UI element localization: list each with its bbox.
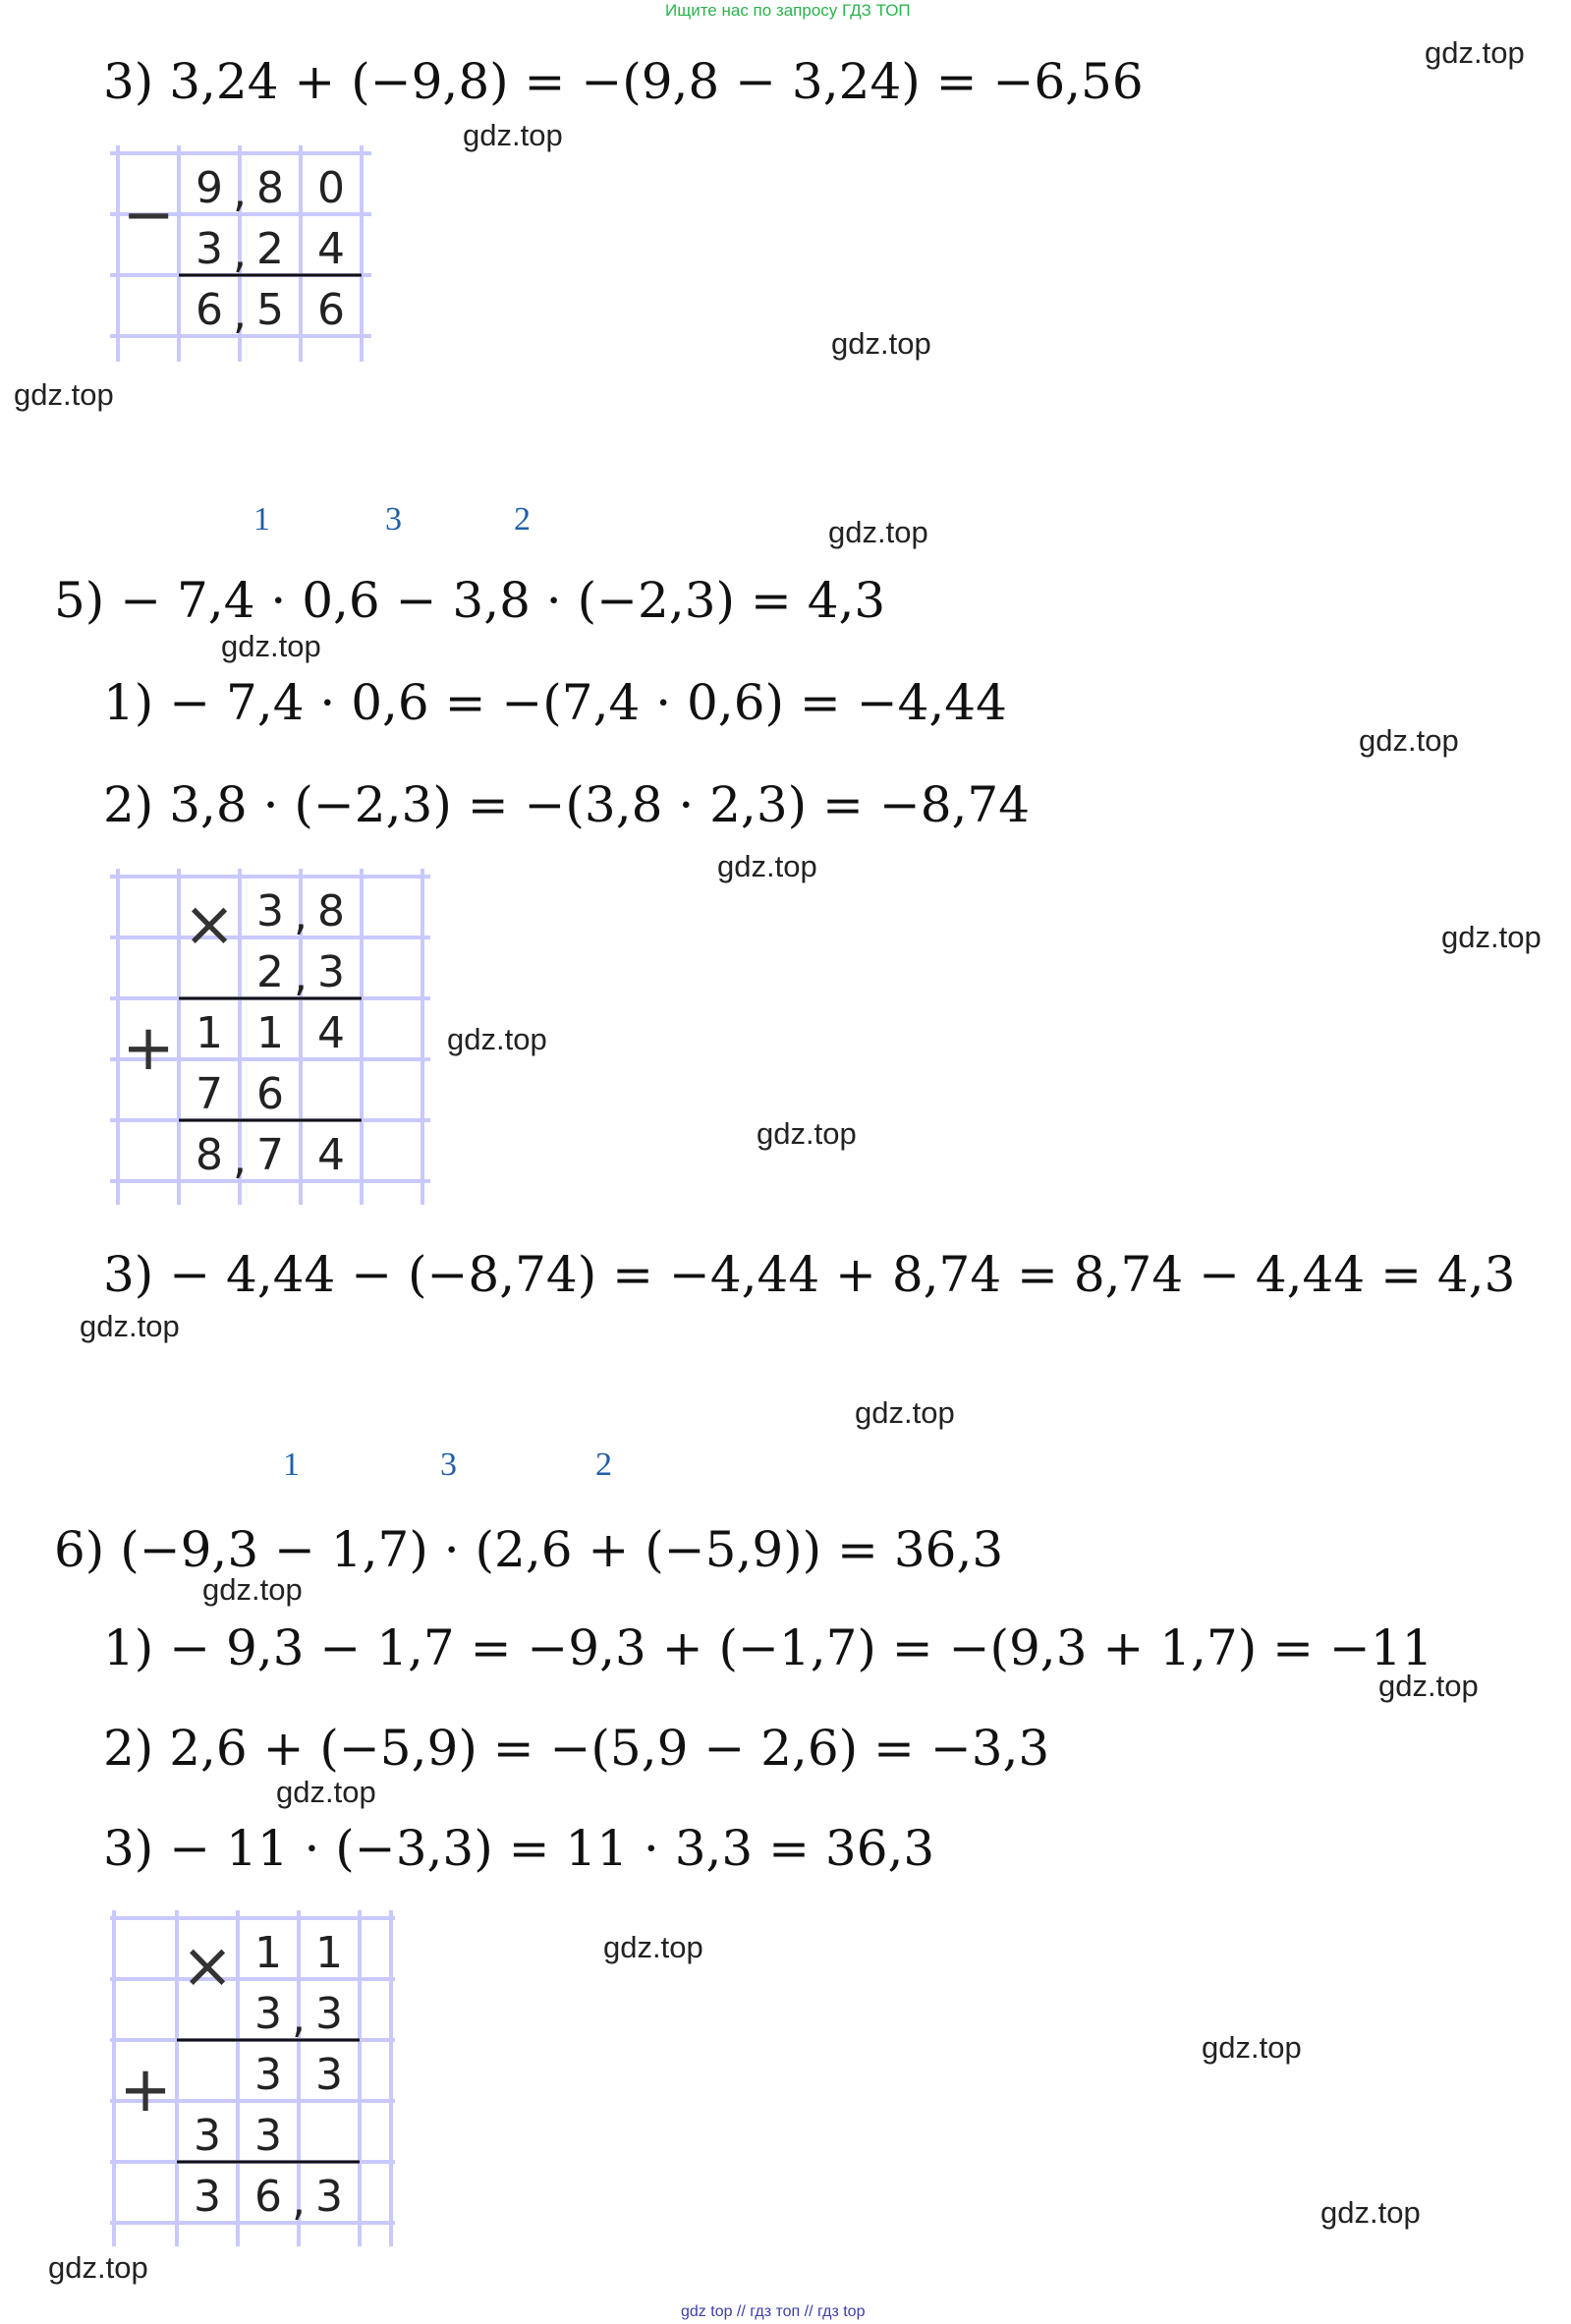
digit-cell: 8	[196, 1130, 223, 1180]
watermark: gdz.top	[80, 1309, 180, 1343]
multiply-operator: ×	[183, 888, 236, 961]
digit-cell: 5	[256, 285, 284, 335]
digit-cell: 2	[256, 947, 284, 997]
digit-cell: 4	[317, 224, 345, 274]
problem-5-step-2: 2) 3,8 · (−2,3) = −(3,8 · 2,3) = −8,74	[103, 776, 1031, 833]
digit-cell: 3	[315, 1989, 343, 2039]
decimal-comma: ,	[233, 289, 247, 339]
problem-3-column-subtraction	[110, 145, 375, 364]
digit-cell: 3	[317, 947, 345, 997]
problem-6-step-2: 2) 2,6 + (−5,9) = −(5,9 − 2,6) = −3,3	[103, 1720, 1050, 1777]
digit-cell: 1	[196, 1008, 223, 1058]
watermark: gdz.top	[603, 1930, 703, 1964]
digit-cell: 2	[256, 224, 284, 274]
digit-cell: 8	[256, 163, 284, 213]
watermark: gdz.top	[14, 377, 114, 412]
order-mark: 2	[514, 501, 531, 538]
watermark: gdz.top	[1425, 35, 1525, 70]
problem-6-column-multiplication	[110, 1910, 395, 2248]
watermark: gdz.top	[221, 629, 321, 663]
decimal-comma: ,	[292, 2176, 306, 2226]
decimal-comma: ,	[233, 1134, 247, 1184]
digit-cell: 7	[196, 1069, 223, 1119]
decimal-comma: ,	[292, 1993, 306, 2043]
digit-cell: 3	[254, 2050, 282, 2100]
digit-cell: 6	[317, 285, 345, 335]
digit-cell: 7	[256, 1130, 284, 1180]
digit-cell: 8	[317, 886, 345, 936]
problem-6-step-1: 1) − 9,3 − 1,7 = −9,3 + (−1,7) = −(9,3 + 1,7) = −11	[103, 1619, 1433, 1676]
watermark: gdz.top	[717, 849, 817, 883]
digit-cell: 3	[315, 2172, 343, 2222]
problem-6-equation: 6) (−9,3 − 1,7) · (2,6 + (−5,9)) = 36,3	[54, 1521, 1004, 1578]
order-mark: 3	[385, 501, 402, 538]
minus-operator: −	[122, 179, 175, 252]
watermark: gdz.top	[855, 1395, 955, 1430]
order-mark: 2	[595, 1446, 612, 1483]
problem-5-column-multiplication	[110, 869, 434, 1207]
problem-5-step-1: 1) − 7,4 · 0,6 = −(7,4 · 0,6) = −4,44	[103, 674, 1007, 731]
problem-3-equation: 3) 3,24 + (−9,8) = −(9,8 − 3,24) = −6,56	[103, 53, 1144, 110]
digit-cell: 4	[317, 1008, 345, 1058]
decimal-comma: ,	[233, 167, 247, 217]
decimal-comma: ,	[294, 951, 308, 1001]
watermark: gdz.top	[447, 1022, 547, 1056]
plus-operator: +	[119, 2054, 172, 2126]
digit-cell: 3	[254, 1989, 282, 2039]
multiply-operator: ×	[181, 1930, 234, 2003]
footer-links[interactable]: gdz top // гдз топ // гдз top	[681, 2303, 866, 2320]
order-mark: 1	[283, 1446, 300, 1483]
digit-cell: 3	[196, 224, 223, 274]
decimal-comma: ,	[294, 890, 308, 940]
watermark: gdz.top	[463, 118, 563, 152]
decimal-comma: ,	[233, 228, 247, 278]
digit-cell: 4	[317, 1130, 345, 1180]
digit-cell: 6	[256, 1069, 284, 1119]
watermark: gdz.top	[276, 1775, 376, 1809]
digit-cell: 3	[315, 2050, 343, 2100]
watermark: gdz.top	[831, 326, 931, 361]
digit-cell: 0	[317, 163, 345, 213]
order-mark: 1	[253, 501, 270, 538]
digit-cell: 1	[256, 1008, 284, 1058]
watermark: gdz.top	[1359, 723, 1459, 758]
problem-5-equation: 5) − 7,4 · 0,6 − 3,8 · (−2,3) = 4,3	[54, 572, 886, 629]
digit-cell: 1	[254, 1928, 282, 1978]
watermark: gdz.top	[1320, 2195, 1421, 2230]
digit-cell: 6	[254, 2172, 282, 2222]
watermark: gdz.top	[1202, 2030, 1302, 2065]
watermark: gdz.top	[202, 1572, 303, 1607]
digit-cell: 3	[194, 2172, 221, 2222]
digit-cell: 1	[315, 1928, 343, 1978]
watermark: gdz.top	[48, 2250, 148, 2285]
search-hint-banner: Ищите нас по запросу ГДЗ ТОП	[665, 1, 911, 20]
digit-cell: 3	[194, 2111, 221, 2161]
problem-5-step-3: 3) − 4,44 − (−8,74) = −4,44 + 8,74 = 8,74 − 4,44 = 4,3	[103, 1246, 1516, 1303]
plus-operator: +	[122, 1012, 175, 1085]
watermark: gdz.top	[828, 515, 928, 549]
digit-cell: 3	[256, 886, 284, 936]
watermark: gdz.top	[1441, 920, 1542, 954]
problem-6-step-3: 3) − 11 · (−3,3) = 11 · 3,3 = 36,3	[103, 1820, 935, 1877]
watermark: gdz.top	[757, 1116, 857, 1151]
digit-cell: 3	[254, 2111, 282, 2161]
watermark: gdz.top	[1378, 1669, 1479, 1703]
digit-cell: 9	[196, 163, 223, 213]
digit-cell: 6	[196, 285, 223, 335]
order-mark: 3	[440, 1446, 457, 1483]
